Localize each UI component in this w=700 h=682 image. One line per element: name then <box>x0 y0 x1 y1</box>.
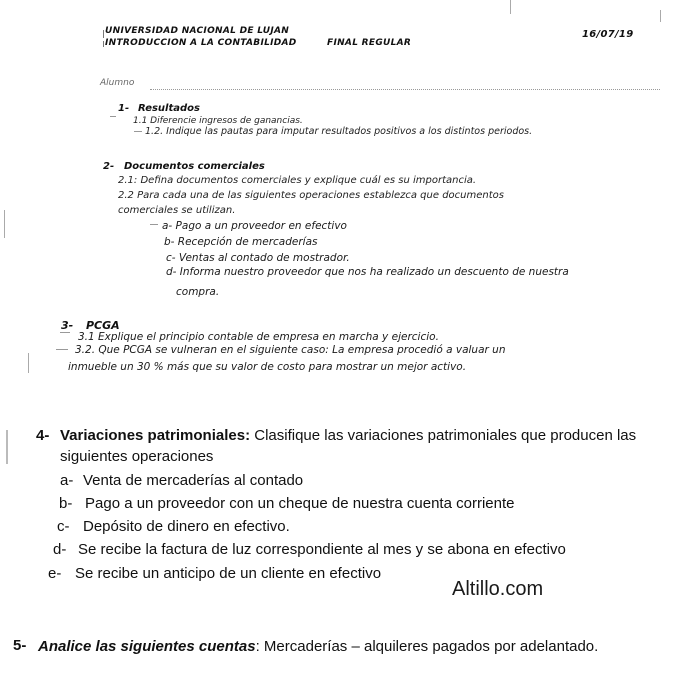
scan-mark <box>103 30 104 38</box>
section-4-intro-line2: siguientes operaciones <box>60 448 214 465</box>
course-name: INTRODUCCION A LA CONTABILIDAD <box>105 38 297 48</box>
scan-mark <box>4 210 5 238</box>
scan-mark <box>150 224 158 225</box>
section-4-number: 4- <box>36 427 50 444</box>
section-4-item-e: Se recibe un anticipo de un cliente en efectivo <box>75 565 382 582</box>
section-5-line <box>38 638 598 655</box>
scan-mark <box>134 131 142 132</box>
section-2-number: 2- <box>103 161 115 172</box>
section-4-title: Variaciones patrimoniales: <box>60 427 251 444</box>
exam-type: FINAL REGULAR <box>327 38 412 48</box>
student-label: Alumno <box>100 78 135 88</box>
question-2-2-item-d-line2: compra. <box>176 286 220 298</box>
question-3-1: 3.1 Explique el principio contable de empresa en marcha y ejercicio. <box>78 331 439 343</box>
section-5-number: 5- <box>13 637 27 654</box>
section-3-title: PCGA <box>86 319 120 332</box>
section-2-title: Documentos comerciales <box>124 161 265 172</box>
university-name: UNIVERSIDAD NACIONAL DE LUJAN <box>105 26 290 36</box>
section-1-number: 1- <box>118 103 130 114</box>
question-2-2-item-b: b- Recepción de mercaderías <box>164 236 318 248</box>
question-1-2: 1.2. Indique las pautas para imputar resultados positivos a los distintos periodos. <box>145 126 533 137</box>
scan-mark <box>56 349 68 350</box>
section-5-title: Analice las siguientes cuentas <box>38 638 256 655</box>
section-4-item-b: Pago a un proveedor con un cheque de nuestra cuenta corriente <box>85 495 515 512</box>
section-4-letter-a: a- <box>60 472 74 489</box>
section-5-text: : Mercaderías – alquileres pagados por adelantado. <box>255 638 599 655</box>
question-2-1: 2.1: Defina documentos comerciales y explique cuál es su importancia. <box>118 175 477 186</box>
question-2-2-line2: comerciales se utilizan. <box>118 205 236 216</box>
section-4-intro-line1 <box>60 427 636 444</box>
question-1-1: 1.1 Diferencie ingresos de ganancias. <box>133 116 303 126</box>
section-4-letter-b: b- <box>59 495 73 512</box>
question-3-2-line2: inmueble un 30 % más que su valor de costo para mostrar un mejor activo. <box>68 361 467 373</box>
section-4-letter-d: d- <box>53 541 67 558</box>
section-4-item-c: Depósito de dinero en efectivo. <box>83 518 290 535</box>
section-4-item-d: Se recibe la factura de luz correspondiente al mes y se abona en efectivo <box>78 541 566 558</box>
student-name-line <box>150 89 660 90</box>
section-4-item-a: Venta de mercaderías al contado <box>83 472 304 489</box>
scan-mark <box>60 332 70 333</box>
section-4-instruction: Clasifique las variaciones patrimoniales que producen las <box>254 427 637 444</box>
question-2-2-item-c: c- Ventas al contado de mostrador. <box>166 252 350 264</box>
question-2-2-item-d-line1: d- Informa nuestro proveedor que nos ha realizado un descuento de nuestra <box>166 266 569 278</box>
scan-mark <box>510 0 511 14</box>
scan-mark <box>660 10 661 22</box>
section-1-title: Resultados <box>138 103 200 114</box>
scan-mark <box>110 116 116 117</box>
section-4-letter-c: c- <box>57 518 70 535</box>
question-2-2-item-a: a- Pago a un proveedor en efectivo <box>162 220 347 232</box>
section-4-letter-e: e- <box>48 565 62 582</box>
scan-mark <box>103 41 104 47</box>
exam-date: 16/07/19 <box>582 29 634 40</box>
scan-mark <box>28 353 29 373</box>
question-3-2-line1: 3.2. Que PCGA se vulneran en el siguiente caso: La empresa procedió a valuar un <box>75 344 506 356</box>
watermark: Altillo.com <box>452 578 544 600</box>
question-2-2-line1: 2.2 Para cada una de las siguientes operaciones establezca que documentos <box>118 190 504 201</box>
scan-mark <box>6 430 8 464</box>
section-3-number: 3- <box>61 319 74 332</box>
